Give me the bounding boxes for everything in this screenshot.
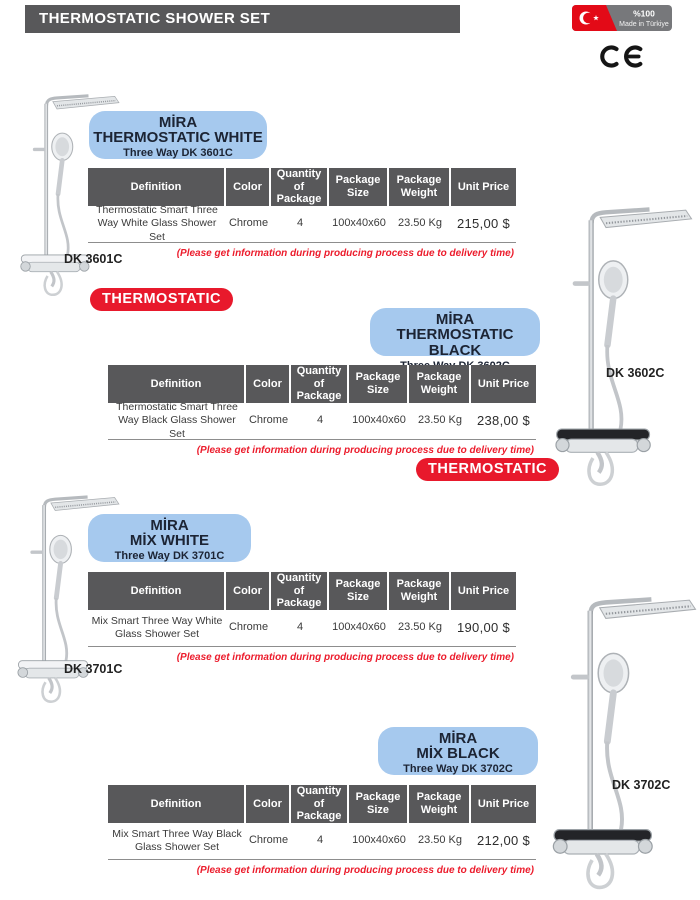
made-in-country: Made in Türkiye	[619, 21, 669, 28]
column-header-weight: Package Weight	[409, 365, 471, 403]
table-header-row	[88, 168, 516, 206]
product-image-dk3602c	[548, 192, 693, 498]
table-header-row	[108, 785, 536, 823]
product-brand: MİRA	[435, 311, 475, 328]
cell-unit-price: 190,00 $	[456, 619, 510, 635]
table-row	[108, 823, 536, 860]
ce-mark-icon	[598, 41, 644, 72]
table-row	[88, 610, 516, 647]
spec-table-dk3601c	[88, 168, 516, 259]
cell-size: 100x40x60	[332, 621, 386, 634]
column-header-definition: Definition	[88, 572, 226, 610]
made-in-percent: %100	[633, 8, 655, 19]
column-header-size: Package Size	[349, 785, 409, 823]
delivery-note: (Please get information during producing process due to delivery time)	[196, 445, 534, 456]
column-header-weight: Package Weight	[409, 785, 471, 823]
cell-quantity: 4	[316, 834, 324, 847]
column-header-unit-price: Unit Price	[451, 168, 516, 206]
delivery-note: (Please get information during producing process due to delivery time)	[196, 865, 534, 876]
column-header-definition: Definition	[108, 785, 246, 823]
product-badge-mira-mix-white	[88, 514, 251, 562]
product-code: Three Way DK 3702C	[403, 763, 513, 775]
column-header-unit-price: Unit Price	[471, 365, 536, 403]
table-row	[88, 206, 516, 243]
column-header-weight: Package Weight	[389, 572, 451, 610]
column-header-quantity: Quantity of Package	[291, 365, 349, 403]
cell-color: Chrome	[228, 621, 269, 634]
column-header-unit-price: Unit Price	[451, 572, 516, 610]
column-header-color: Color	[226, 168, 271, 206]
table-header-row	[88, 572, 516, 610]
column-header-weight: Package Weight	[389, 168, 451, 206]
cell-definition: Thermostatic Smart Three Way Black Glass Shower Set	[116, 401, 238, 440]
cell-weight: 23.50 Kg	[417, 834, 463, 847]
cell-quantity: 4	[296, 217, 304, 230]
cell-size: 100x40x60	[352, 834, 406, 847]
column-header-unit-price: Unit Price	[471, 785, 536, 823]
model-label-dk3702c: DK 3702C	[612, 778, 671, 792]
model-label-dk3601c: DK 3601C	[64, 252, 123, 266]
column-header-quantity: Quantity of Package	[291, 785, 349, 823]
cell-size: 100x40x60	[332, 217, 386, 230]
column-header-color: Color	[246, 365, 291, 403]
column-header-size: Package Size	[329, 168, 389, 206]
product-code: Three Way DK 3701C	[114, 550, 225, 562]
cell-unit-price: 212,00 $	[476, 832, 530, 848]
product-brand: MİRA	[438, 730, 478, 747]
cell-weight: 23.50 Kg	[417, 414, 463, 427]
product-badge-mira-mix-black	[378, 727, 538, 775]
cell-quantity: 4	[296, 621, 304, 634]
product-variant: THERMOSTATIC WHITE	[93, 129, 263, 146]
cell-weight: 23.50 Kg	[397, 217, 443, 230]
cell-unit-price: 238,00 $	[476, 412, 530, 428]
product-image-dk3702c	[545, 583, 697, 900]
column-header-quantity: Quantity of Package	[271, 572, 329, 610]
column-header-definition: Definition	[108, 365, 246, 403]
spec-table-dk3702c	[108, 785, 536, 876]
thermostatic-badge: THERMOSTATIC	[90, 288, 233, 311]
cell-size: 100x40x60	[352, 414, 406, 427]
spec-table-dk3602c	[108, 365, 536, 456]
model-label-dk3701c: DK 3701C	[64, 662, 123, 676]
delivery-note: (Please get information during producing process due to delivery time)	[176, 652, 514, 663]
delivery-note: (Please get information during producing process due to delivery time)	[176, 248, 514, 259]
table-row	[108, 403, 536, 440]
column-header-quantity: Quantity of Package	[271, 168, 329, 206]
cell-unit-price: 215,00 $	[456, 215, 510, 231]
cell-color: Chrome	[228, 217, 269, 230]
cell-color: Chrome	[248, 834, 289, 847]
column-header-color: Color	[246, 785, 291, 823]
product-variant: THERMOSTATIC BLACK	[396, 326, 514, 359]
cell-weight: 23.50 Kg	[397, 621, 443, 634]
product-brand: MİRA	[150, 517, 189, 534]
page-title: THERMOSTATIC SHOWER SET	[25, 5, 460, 33]
product-badge-mira-thermostatic-white	[89, 111, 267, 159]
cell-definition: Thermostatic Smart Three Way White Glass Shower Set	[96, 204, 218, 243]
made-in-turkiye-badge	[572, 5, 672, 31]
column-header-definition: Definition	[88, 168, 226, 206]
product-code: Three Way DK 3601C	[123, 147, 233, 159]
thermostatic-badge: THERMOSTATIC	[416, 458, 559, 481]
spec-table-dk3701c	[88, 572, 516, 663]
product-badge-mira-thermostatic-black	[370, 308, 540, 359]
product-variant: MİX BLACK	[416, 745, 500, 762]
model-label-dk3602c: DK 3602C	[606, 366, 665, 380]
column-header-size: Package Size	[329, 572, 389, 610]
cell-definition: Mix Smart Three Way Black Glass Shower Set	[112, 827, 242, 853]
product-variant: MİX WHITE	[129, 532, 210, 549]
product-brand: MİRA	[158, 114, 198, 131]
table-header-row	[108, 365, 536, 403]
column-header-size: Package Size	[349, 365, 409, 403]
cell-quantity: 4	[316, 414, 324, 427]
column-header-color: Color	[226, 572, 271, 610]
cell-color: Chrome	[248, 414, 289, 427]
cell-definition: Mix Smart Three Way White Glass Shower Set	[91, 614, 223, 640]
